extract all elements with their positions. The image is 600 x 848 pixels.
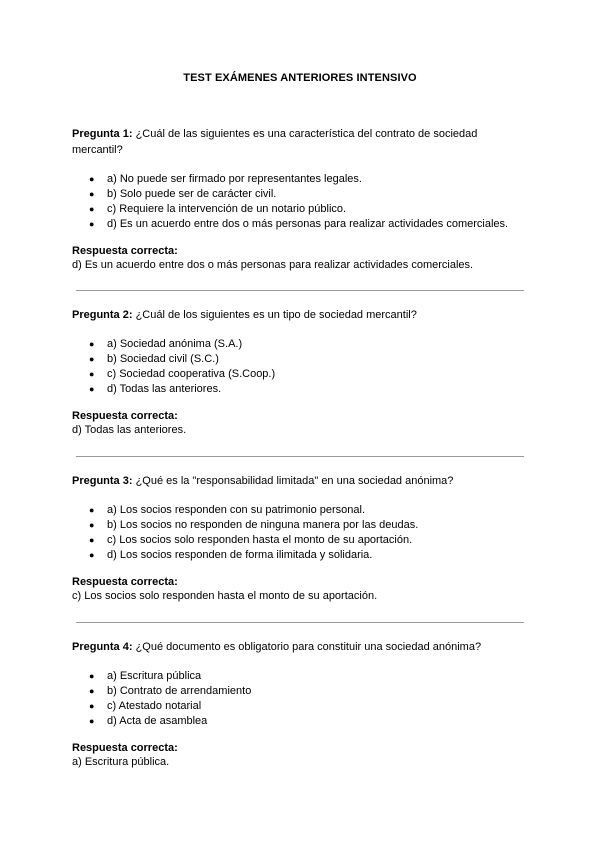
question-text: ¿Cuál de los siguientes es un tipo de sociedad mercantil? xyxy=(135,309,417,321)
option-text: d) Los socios responden de forma ilimitada y solidaria. xyxy=(107,549,373,561)
bullet-icon: ● xyxy=(89,716,95,726)
option-text: d) Todas las anteriores. xyxy=(107,383,222,395)
question-block xyxy=(72,307,528,438)
option-text: b) Sociedad civil (S.C.) xyxy=(107,353,219,365)
option-text: d) Acta de asamblea xyxy=(107,715,208,727)
option-item xyxy=(72,202,528,217)
question-heading xyxy=(72,126,528,158)
option-text: b) Solo puede ser de carácter civil. xyxy=(107,188,277,200)
option-text: a) No puede ser firmado por representantes legales. xyxy=(107,173,362,185)
answer-label: Respuesta correcta: xyxy=(72,576,178,588)
bullet-icon: ● xyxy=(89,174,95,184)
bullet-icon: ● xyxy=(89,204,95,214)
question-text: ¿Qué es la "responsabilidad limitada" en una sociedad anónima? xyxy=(135,475,454,487)
question-block xyxy=(72,126,528,273)
question-heading xyxy=(72,473,528,489)
question-text: ¿Qué documento es obligatorio para constituir una sociedad anónima? xyxy=(135,641,482,653)
bullet-icon: ● xyxy=(89,535,95,545)
question-label: Pregunta 2: xyxy=(72,309,133,321)
answer-text: d) Es un acuerdo entre dos o más personas para realizar actividades comerciales. xyxy=(72,259,474,271)
question-heading xyxy=(72,639,528,655)
option-text: b) Los socios no responden de ninguna manera por las deudas. xyxy=(107,519,419,531)
bullet-icon: ● xyxy=(89,189,95,199)
question-text: ¿Cuál de las siguientes es una característica del contrato de sociedad mercantil? xyxy=(72,128,478,156)
option-item xyxy=(72,337,528,352)
section-divider xyxy=(76,456,524,457)
option-text: a) Los socios responden con su patrimonio personal. xyxy=(107,504,366,516)
option-text: c) Atestado notarial xyxy=(107,700,202,712)
option-item xyxy=(72,699,528,714)
section-divider xyxy=(76,290,524,291)
option-item xyxy=(72,684,528,699)
bullet-icon: ● xyxy=(89,686,95,696)
options-list xyxy=(72,337,528,397)
option-text: c) Requiere la intervención de un notario público. xyxy=(107,203,347,215)
options-list xyxy=(72,503,528,563)
answer-text: a) Escritura pública. xyxy=(72,756,170,768)
option-item xyxy=(72,503,528,518)
bullet-icon: ● xyxy=(89,505,95,515)
bullet-icon: ● xyxy=(89,339,95,349)
question-block xyxy=(72,639,528,770)
question-label: Pregunta 3: xyxy=(72,475,133,487)
question-label: Pregunta 4: xyxy=(72,641,133,653)
option-item xyxy=(72,518,528,533)
options-list xyxy=(72,669,528,729)
question-block xyxy=(72,473,528,604)
option-item xyxy=(72,382,528,397)
option-item xyxy=(72,669,528,684)
bullet-icon: ● xyxy=(89,384,95,394)
question-heading xyxy=(72,307,528,323)
answer-text: d) Todas las anteriores. xyxy=(72,424,187,436)
option-item xyxy=(72,714,528,729)
bullet-icon: ● xyxy=(89,369,95,379)
option-item xyxy=(72,217,528,232)
option-item xyxy=(72,548,528,563)
document-title: TEST EXÁMENES ANTERIORES INTENSIVO xyxy=(183,72,417,84)
option-item xyxy=(72,172,528,187)
answer-text: c) Los socios solo responden hasta el monto de su aportación. xyxy=(72,590,378,602)
bullet-icon: ● xyxy=(89,701,95,711)
option-item xyxy=(72,187,528,202)
answer-label: Respuesta correcta: xyxy=(72,245,178,257)
bullet-icon: ● xyxy=(89,520,95,530)
bullet-icon: ● xyxy=(89,550,95,560)
answer-label: Respuesta correcta: xyxy=(72,742,178,754)
section-divider xyxy=(76,622,524,623)
answer-label: Respuesta correcta: xyxy=(72,410,178,422)
option-text: a) Sociedad anónima (S.A.) xyxy=(107,338,243,350)
option-item xyxy=(72,352,528,367)
option-text: b) Contrato de arrendamiento xyxy=(107,685,252,697)
bullet-icon: ● xyxy=(89,219,95,229)
option-text: a) Escritura pública xyxy=(107,670,202,682)
option-text: c) Sociedad cooperativa (S.Coop.) xyxy=(107,368,276,380)
question-label: Pregunta 1: xyxy=(72,128,133,140)
option-item xyxy=(72,533,528,548)
option-text: c) Los socios solo responden hasta el monto de su aportación. xyxy=(107,534,413,546)
option-item xyxy=(72,367,528,382)
bullet-icon: ● xyxy=(89,671,95,681)
option-text: d) Es un acuerdo entre dos o más personas para realizar actividades comerciales. xyxy=(107,218,509,230)
options-list xyxy=(72,172,528,232)
bullet-icon: ● xyxy=(89,354,95,364)
